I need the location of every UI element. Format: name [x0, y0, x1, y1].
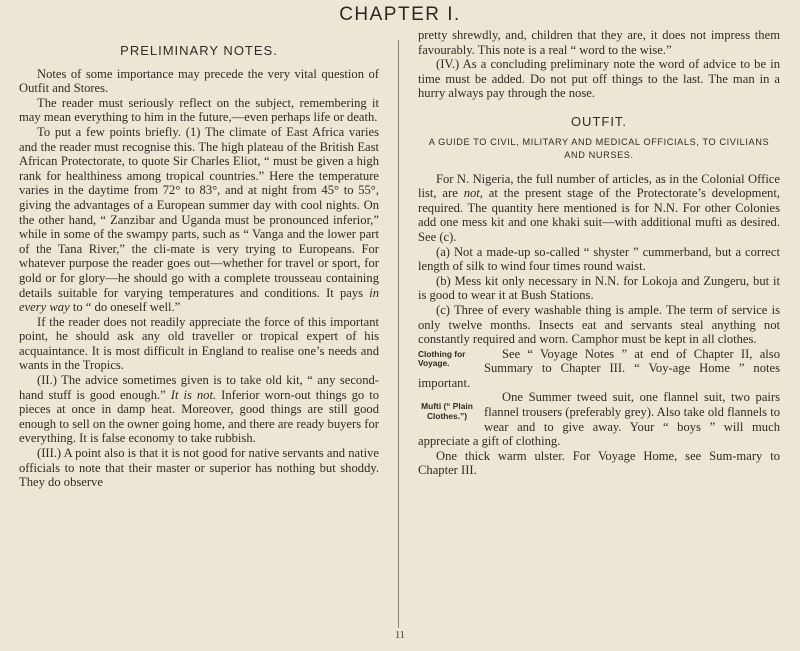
left-column	[19, 44, 379, 490]
paragraph: (b) Mess kit only necessary in N.N. for Lokoja and Zungeru, but it is good to wear it at Bush Stations.	[418, 273, 780, 303]
paragraph: One Summer tweed suit, one flannel suit, two pairs flannel trousers (preferably grey). Also take old flannels to wear and to give away. Your “ boys ” will much appreciate a gift of clothing.	[418, 390, 780, 449]
paragraph: (a) Not a made-up so-called “ shyster ” cummerband, but a correct length of silk to wind four times round waist.	[418, 244, 780, 274]
outfit-subheading: A GUIDE TO CIVIL, MILITARY AND MEDICAL OFFICIALS, TO CIVILIANS AND NURSES.	[428, 136, 770, 160]
chapter-title: CHAPTER I.	[339, 4, 461, 25]
paragraph: Notes of some importance may precede the very vital question of Outfit and Stores.	[19, 66, 379, 96]
side-note-mufti: Mufti (“ Plain Clothes.”)	[421, 401, 473, 421]
paragraph: (II.) The advice sometimes given is to take old kit, “ any second-hand stuff is good enough.” It is not. Inferior worn-out things go to pieces at once in damp heat. Moreover, good things are still good enough to sell on the owner going home, and there are ready buyers for everything. It is false economy to take rubbish.	[19, 373, 379, 446]
paragraph: The reader must seriously reflect on the subject, remembering it may mean everything to him in the future,—even perhaps life or death.	[19, 95, 379, 125]
paragraph: (III.) A point also is that it is not good for native servants and native officials to note that their master or superior has nothing but shoddy. They do observe	[19, 446, 379, 490]
right-column	[418, 28, 780, 478]
column-divider	[398, 40, 399, 628]
paragraph: To put a few points briefly. (1) The climate of East Africa varies and the reader must recognise this. The high plateau of the British East African Protectorate, to quote Sir Charles Eliot, “ must be given a high rank for healthiness among tropical countries.” Here the temperature varies in the daytime from 72° to 83°, and at night from 45° to 55°, giving the advantages of a European summer day with cool nights. On the other hand, “ Zanzibar and Uganda must be pronounced inferior,” while in some of the swampy parts, such as “ Vanga and the lower part of the Tana River,” the cli-mate is very trying to Europeans. For whatever purpose the reader goes out—whether for travel or sport, for gold or for glory—he should go with a complete trousseau containing details suitable for varying temperatures and conditions. It pays in every way to “ do oneself well.”	[19, 124, 379, 315]
paragraph: (c) Three of every washable thing is ample. The term of service is only twelve months. Insects eat and servants steal anything not constantly required and worn. Camphor must be kept in all clothes.	[418, 302, 780, 347]
outfit-heading: OUTFIT.	[570, 113, 628, 129]
paragraph: See “ Voyage Notes ” at end of Chapter II, also Summary to Chapter III. “ Voy-age Home ” notes important.	[418, 346, 780, 390]
paragraph: One thick warm ulster. For Voyage Home, see Sum-mary to Chapter III.	[418, 448, 780, 478]
side-note-clothing-voyage: Clothing for Voyage.	[418, 348, 466, 368]
paragraph: For N. Nigeria, the full number of articles, as in the Colonial Office list, are not, at the present stage of the Protectorate’s development, required. The quantity here mentioned is for N.N. For other Colonies add one mess kit and one khaki suit—with additional mufti as desired. See (c).	[418, 171, 780, 244]
preliminary-notes-heading: PRELIMINARY NOTES.	[120, 43, 278, 58]
paragraph: (IV.) As a concluding preliminary note the word of advice to be in time must be added. Do not put off things to the last. The man in a hurry always pay through the nose.	[418, 57, 780, 101]
paragraph: pretty shrewdly, and, children that they are, it does not impress them favourably. This note is a real “ word to the wise.”	[418, 28, 780, 57]
paragraph: If the reader does not readily appreciate the force of this important point, he should ask any old traveller or tropical expert of his acquaintance. It is most difficult in England to realise one’s needs and wants in the Tropics.	[19, 314, 379, 373]
page-number: 11	[395, 630, 405, 641]
